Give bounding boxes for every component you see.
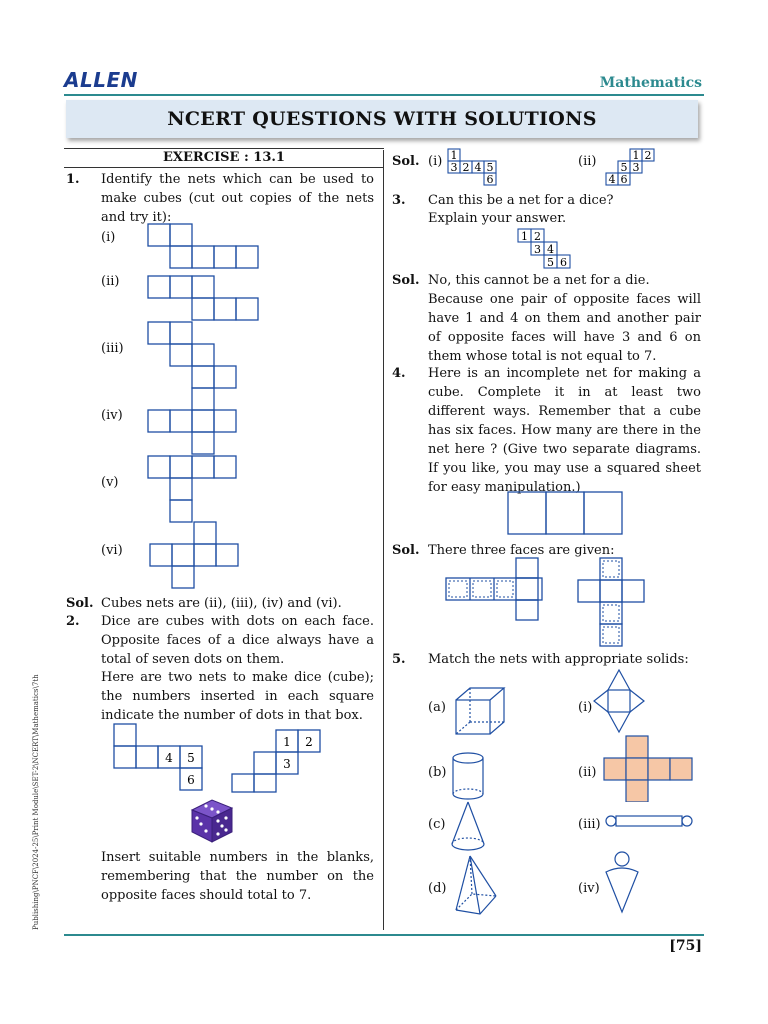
cylinder-solid-icon bbox=[448, 750, 488, 802]
q2-dice-nets bbox=[108, 722, 328, 794]
q4-number: 4. bbox=[392, 366, 406, 381]
q2-text-c: Insert suitable numbers in the blanks, remembering that the number on the opposite faces should total to 7. bbox=[101, 850, 374, 903]
sol2-label: Sol. bbox=[392, 154, 420, 169]
cone-net-icon bbox=[602, 850, 646, 916]
q3-n1: 1 bbox=[521, 230, 528, 243]
net-iv-diagram bbox=[148, 388, 236, 454]
q5-c-label: (c) bbox=[428, 817, 446, 832]
sol2i-n2: 3 bbox=[450, 161, 458, 174]
exercise-heading: EXERCISE : 13.1 bbox=[64, 148, 384, 168]
sol2-i-label: (i) bbox=[428, 154, 443, 169]
q5-number: 5. bbox=[392, 652, 406, 667]
sol3-text-b: Because one pair of opposite faces will have 1 and 4 on them and another pair of opposite faces will have 3 and 6 on them whose total is not equal to 7. bbox=[428, 292, 701, 364]
square-pyramid-net-icon bbox=[592, 668, 648, 736]
q3-text-b: Explain your answer. bbox=[428, 211, 567, 226]
net2-num-c: 3 bbox=[283, 757, 291, 771]
q5-ii-label: (ii) bbox=[578, 765, 597, 780]
page-number: [75] bbox=[669, 938, 702, 954]
sol2i-n6: 6 bbox=[486, 173, 494, 186]
side-file-path: Publishing\PNCF\2024-25\Print Module\SET-2\NCERT\Mathematics\7th bbox=[32, 674, 40, 930]
sol1-label: Sol. bbox=[66, 596, 94, 611]
q2-text-b: Here are two nets to make dice (cube); the numbers inserted in each square indicate the number of dots in that box. bbox=[101, 670, 374, 723]
net2-num-a: 1 bbox=[283, 735, 291, 749]
q5-i-label: (i) bbox=[578, 700, 593, 715]
net1-num-b: 5 bbox=[187, 751, 195, 765]
cube-solid-icon bbox=[450, 684, 510, 738]
dice-icon bbox=[186, 796, 240, 846]
cube-net-orange-icon bbox=[598, 734, 696, 802]
subject-label: Mathematics bbox=[599, 75, 702, 91]
footer-divider bbox=[64, 934, 704, 936]
q3-n4: 4 bbox=[547, 243, 554, 256]
option-v-label: (v) bbox=[101, 475, 119, 490]
option-ii-label: (ii) bbox=[101, 274, 120, 289]
option-iii-label: (iii) bbox=[101, 341, 124, 356]
sol2i-n5: 5 bbox=[486, 161, 494, 174]
sol4-net-b bbox=[574, 554, 664, 650]
page-banner: NCERT QUESTIONS WITH SOLUTIONS bbox=[66, 100, 698, 138]
net-v-diagram bbox=[148, 456, 236, 522]
sol2ii-n4: 3 bbox=[632, 161, 640, 174]
sol2-ii-label: (ii) bbox=[578, 154, 597, 169]
q3-n2: 2 bbox=[534, 230, 541, 243]
q4-text: Here is an incomplete net for making a cube. Complete it in at least two different ways. Remember that a cube has six faces. How many are there in the net here ? (Give two separate diagrams. If you like, you may use a squared sheet for easy manipulation.) bbox=[428, 366, 701, 495]
sol2i-n3: 2 bbox=[462, 161, 470, 174]
cylinder-net-icon bbox=[604, 812, 694, 830]
q3-number: 3. bbox=[392, 193, 406, 208]
net-ii-diagram bbox=[148, 276, 258, 320]
sol4-label: Sol. bbox=[392, 543, 420, 558]
q5-a-label: (a) bbox=[428, 700, 446, 715]
q5-b-label: (b) bbox=[428, 765, 447, 780]
q3-text-a: Can this be a net for a dice? bbox=[428, 193, 614, 208]
q5-text: Match the nets with appropriate solids: bbox=[428, 652, 689, 667]
q3-n3: 3 bbox=[534, 243, 541, 256]
brand-logo: ALLEN bbox=[64, 68, 138, 92]
q5-iii-label: (iii) bbox=[578, 817, 601, 832]
net2-num-b: 2 bbox=[305, 735, 313, 749]
sol2-net-i bbox=[446, 148, 506, 188]
q2-text-a: Dice are cubes with dots on each face. Opposite faces of a dice always have a total of seven dots on them. bbox=[101, 614, 374, 667]
q4-incomplete-net bbox=[506, 490, 626, 538]
q1-number: 1. bbox=[66, 172, 80, 187]
sol4-net-a bbox=[440, 556, 550, 626]
sol2i-n1: 1 bbox=[450, 149, 458, 162]
sol2ii-n5: 4 bbox=[608, 173, 616, 186]
q3-net bbox=[516, 228, 576, 270]
pyramid-solid-icon bbox=[452, 854, 502, 918]
sol4-text: There three faces are given: bbox=[428, 543, 615, 558]
sol2-net-ii bbox=[600, 148, 660, 188]
q1-nets-figure bbox=[140, 218, 380, 598]
option-i-label: (i) bbox=[101, 230, 116, 245]
header-divider bbox=[64, 94, 704, 96]
sol2ii-n3: 5 bbox=[620, 161, 628, 174]
net1-num-a: 4 bbox=[165, 751, 173, 765]
sol2ii-n1: 1 bbox=[632, 149, 640, 162]
net1-num-c: 6 bbox=[187, 773, 195, 787]
sol3-label: Sol. bbox=[392, 273, 420, 288]
q3-n6: 6 bbox=[560, 256, 567, 269]
net-iii-diagram bbox=[148, 322, 236, 388]
net-vi-diagram bbox=[150, 522, 238, 588]
sol2ii-n2: 2 bbox=[644, 149, 652, 162]
q5-d-label: (d) bbox=[428, 881, 447, 896]
option-vi-label: (vi) bbox=[101, 543, 123, 558]
q3-n5: 5 bbox=[547, 256, 554, 269]
q5-iv-label: (iv) bbox=[578, 881, 600, 896]
cone-solid-icon bbox=[448, 800, 488, 854]
option-iv-label: (iv) bbox=[101, 408, 123, 423]
sol2ii-n6: 6 bbox=[620, 173, 628, 186]
net-i-diagram bbox=[148, 224, 258, 268]
sol2i-n4: 4 bbox=[474, 161, 482, 174]
column-divider bbox=[383, 150, 384, 930]
q1-text: Identify the nets which can be used to make cubes (cut out copies of the nets and try it): bbox=[101, 172, 374, 225]
sol1-text: Cubes nets are (ii), (iii), (iv) and (vi). bbox=[101, 596, 342, 611]
q2-number: 2. bbox=[66, 614, 80, 629]
sol3-text-a: No, this cannot be a net for a die. bbox=[428, 273, 650, 288]
